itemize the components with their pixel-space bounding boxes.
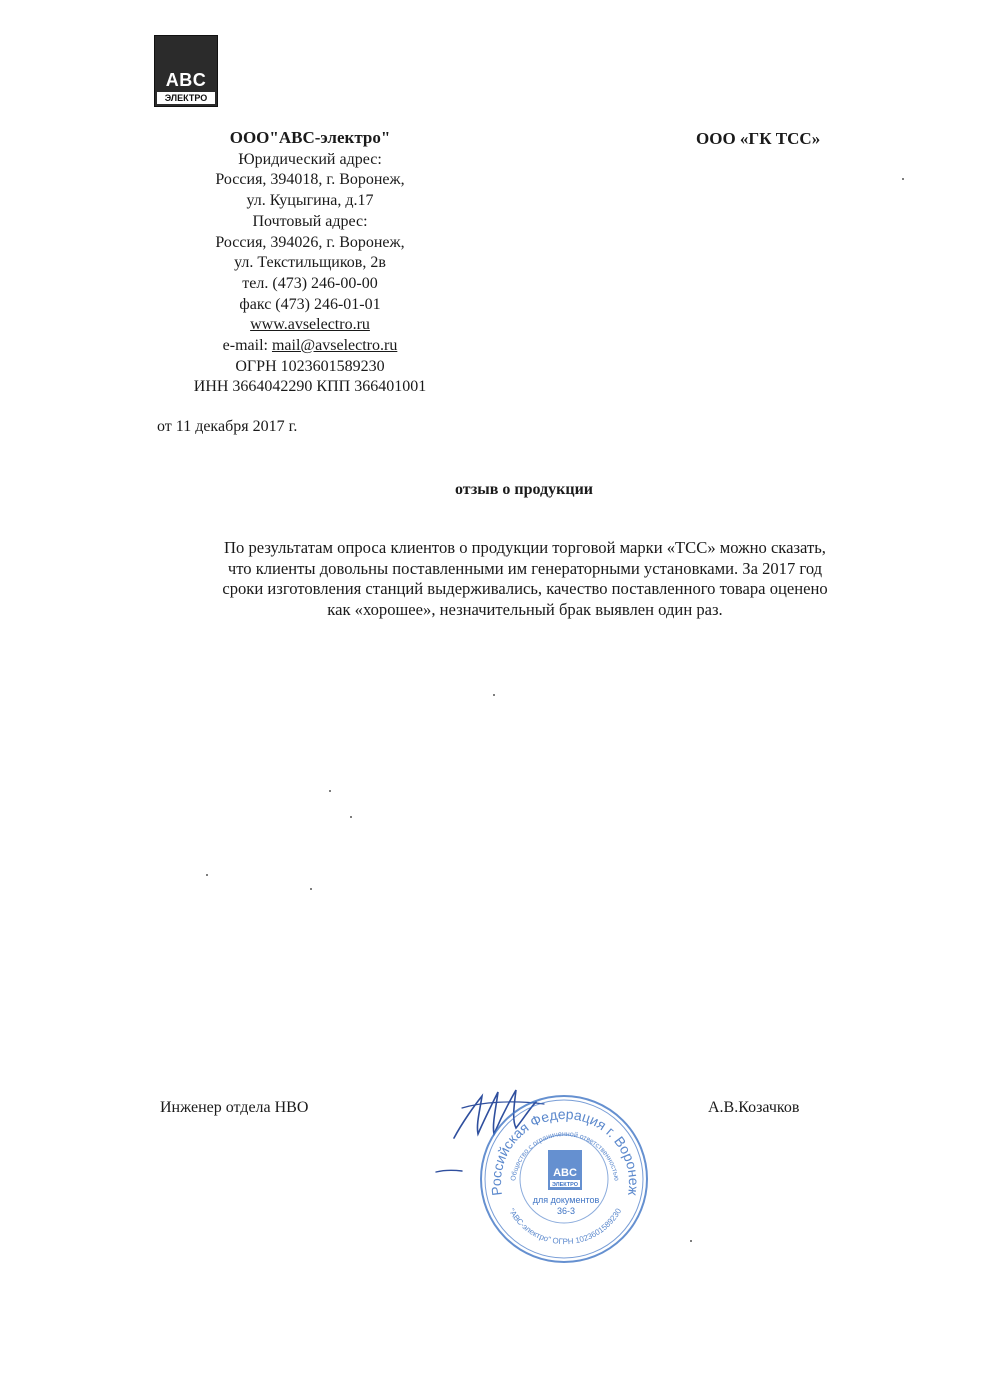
sender-email-link[interactable]: mail@avselectro.ru	[271, 337, 398, 355]
stamp-logo: ABC	[553, 1167, 577, 1179]
sender-org-name: ООО"АВС-электро"	[229, 128, 391, 147]
body-line: как «хорошее», незначительный брак выявлен один раз.	[327, 599, 723, 619]
scan-speck	[902, 178, 904, 180]
sender-details	[175, 128, 445, 398]
recipient-org: ООО «ГК ТСС»	[696, 129, 821, 148]
sender-legal-label: Юридический адрес:	[238, 150, 382, 168]
sender-postal-street: ул. Текстильщиков, 2в	[234, 254, 386, 272]
sender-inn-kpp: ИНН 3664042290 КПП 366401001	[193, 378, 427, 396]
scan-speck	[493, 694, 495, 696]
signatory-name: А.В.Козачков	[708, 1099, 800, 1116]
body-line: По результатам опроса клиентов о продукции торговой марки «ТСС» можно сказать,	[224, 538, 826, 557]
sender-phone: тел. (473) 246-00-00	[242, 274, 378, 292]
stamp-logo-sub: ЭЛЕКТРО	[552, 1182, 578, 1188]
letter-body	[160, 538, 890, 620]
sender-postal-city: Россия, 394026, г. Воронеж,	[215, 233, 405, 251]
sender-ogrn: ОГРН 1023601589230	[235, 357, 385, 375]
scan-speck	[350, 816, 352, 818]
letter-date: от 11 декабря 2017 г.	[157, 418, 298, 435]
stamp-bottom-text: "АВС-электро" ОГРН 1023601589230	[506, 1206, 624, 1247]
stamp-number: 36-3	[556, 1206, 576, 1216]
company-logo	[154, 35, 218, 107]
scan-speck	[206, 874, 208, 876]
stamp-outer-text: Российская Федерация г. Воронеж	[487, 1105, 643, 1197]
sender-legal-street: ул. Куцыгина, д.17	[246, 192, 374, 210]
sender-website-link[interactable]: www.avselectro.ru	[250, 316, 370, 334]
company-stamp	[477, 1092, 651, 1266]
sender-fax: факс (473) 246-01-01	[239, 295, 381, 313]
body-line: сроки изготовления станций выдерживались, качество поставленного товара оценено	[222, 579, 828, 598]
sender-legal-city: Россия, 394018, г. Воронеж,	[215, 171, 405, 189]
stamp-purpose: для документов	[532, 1195, 600, 1205]
signatory-position: Инженер отдела НВО	[160, 1099, 309, 1116]
sender-postal-label: Почтовый адрес:	[252, 212, 368, 230]
scan-speck	[329, 790, 331, 792]
scan-speck	[310, 888, 312, 890]
document-title: отзыв о продукции	[454, 481, 594, 498]
logo-subtitle: ЭЛЕКТРО	[157, 92, 215, 104]
stamp-inner-text: Общество с ограниченной ответственностью	[510, 1130, 620, 1182]
scan-speck	[690, 1240, 692, 1242]
body-line: что клиенты довольны поставленными им генераторными установками. За 2017 год	[227, 558, 823, 578]
sender-email-label: e-mail:	[222, 337, 272, 355]
logo-brand: ABC	[165, 70, 207, 90]
